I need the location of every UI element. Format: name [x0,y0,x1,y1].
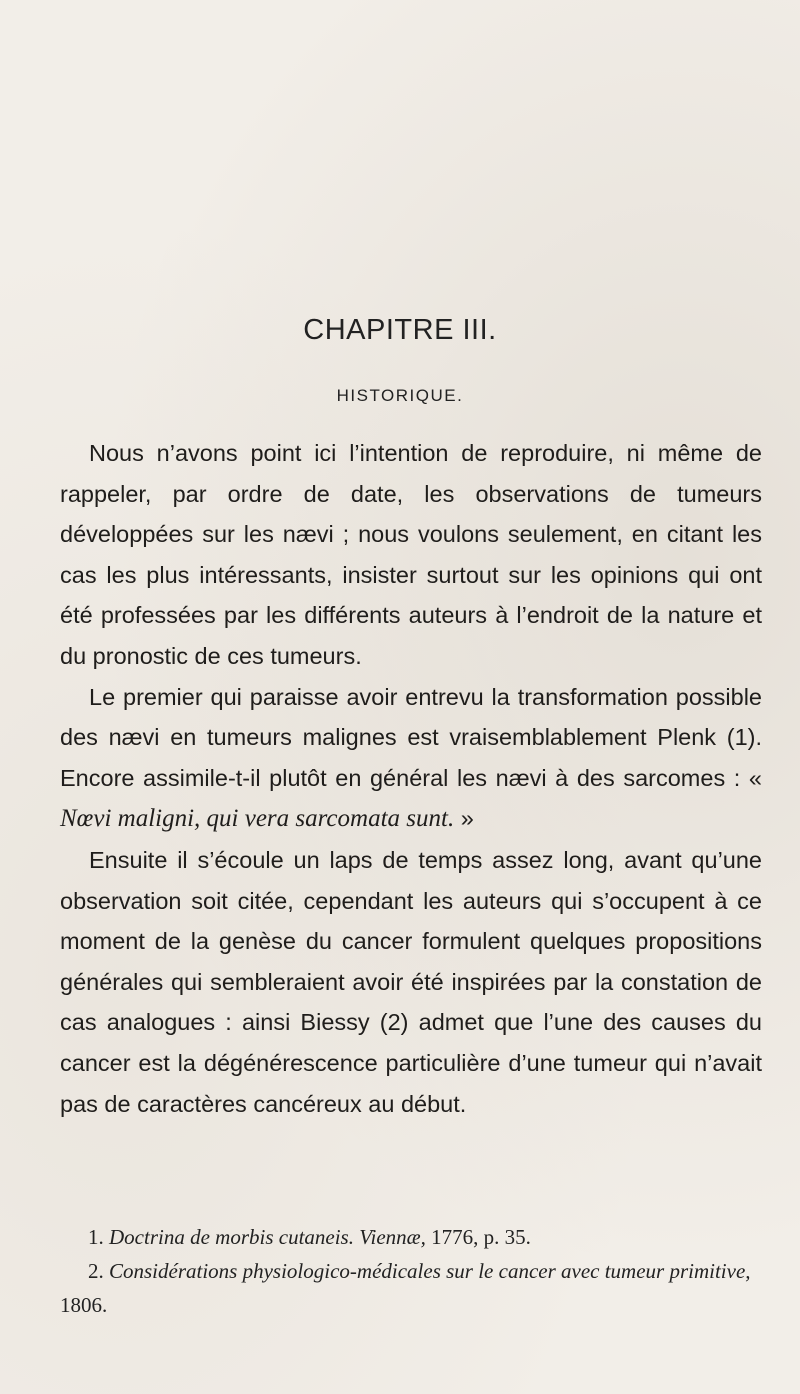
footnote-1 [60,1220,762,1254]
footnote-2-details: 1806. [60,1293,108,1317]
footnote-1-number: 1. [88,1225,109,1249]
latin-quote: Nœvi maligni, qui vera sarcomata sunt. [60,805,455,833]
footnote-1-details: 1776, p. 35. [425,1225,531,1249]
body-text [60,433,762,1124]
paragraph-2-text: Le premier qui paraisse avoir entrevu la transformation possible des nævi en tumeurs malignes est vraisemblablement Plenk (1). Encore assimile-t-il plutôt en général les nævi à des sarcomes : « [60,683,762,791]
paragraph-2 [60,677,762,840]
footnote-2-title: Considérations physiologico-médicales sur le cancer avec tumeur primitive, [109,1259,751,1283]
footnotes [60,1220,762,1322]
section-title: HISTORIQUE. [336,386,464,405]
footnote-2-number: 2. [88,1259,109,1283]
paragraph-2-close: » [454,805,474,832]
footnote-1-title: Doctrina de morbis cutaneis. Viennæ, [109,1225,426,1249]
paragraph-3: Ensuite il s’écoule un laps de temps assez long, avant qu’une observation soit citée, cependant les auteurs qui s’occupent à ce moment de la genèse du cancer formulent quelques propositions générales qui sembleraient avoir été inspirées par la constation de cas analogues : ainsi Biessy (2) admet que l’une des causes du cancer est la dégénérescence particulière d’une tumeur qui n’avait pas de caractères cancéreux au début. [60,846,762,1117]
chapter-title: CHAPITRE III. [303,314,497,346]
footnote-2 [60,1254,762,1322]
paragraph-1: Nous n’avons point ici l’intention de reproduire, ni même de rappeler, par ordre de date, les observations de tumeurs développées sur les nævi ; nous voulons seulement, en citant les cas les plus intéressants, insister surtout sur les opinions qui ont été professées par les différents auteurs à l’endroit de la nature et du pronostic de ces tumeurs. [60,440,762,669]
